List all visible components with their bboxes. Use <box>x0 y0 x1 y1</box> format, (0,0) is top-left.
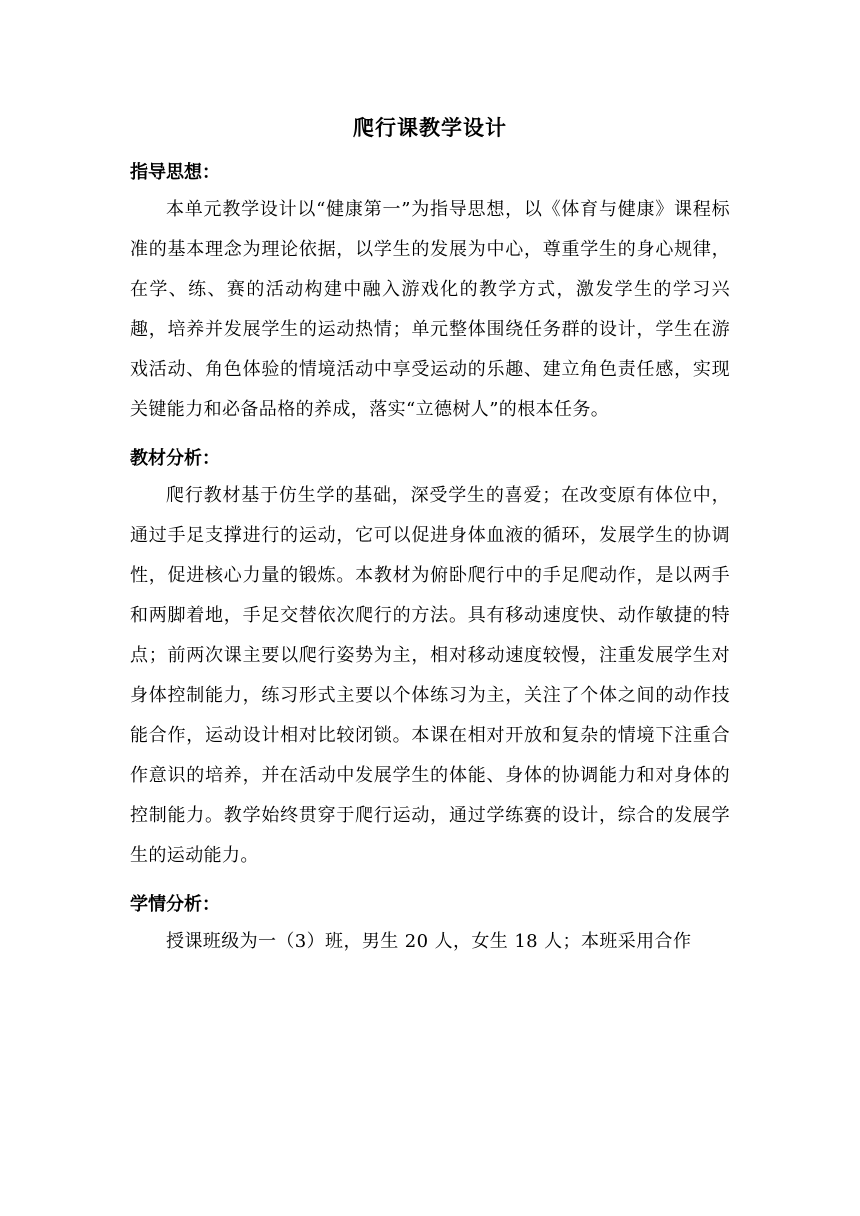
section-paragraph: 爬行教材基于仿生学的基础，深受学生的喜爱；在改变原有体位中，通过手足支撑进行的运动，它可以促进身体血液的循环，发展学生的协调性，促进核心力量的锻炼。本教材为俯卧爬行中的手足爬动作，是以两手和两脚着地，手足交替依次爬行的方法。具有移动速度快、动作敏捷的特点；前两次课主要以爬行姿势为主，相对移动速度较慢，注重发展学生对身体控制能力，练习形式主要以个体练习为主，关注了个体之间的动作技能合作，运动设计相对比较闭锁。本课在相对开放和复杂的情境下注重合作意识的培养，并在活动中发展学生的体能、身体的协调能力和对身体的控制能力。教学始终贯穿于爬行运动，通过学练赛的设计，综合的发展学生的运动能力。 <box>130 485 730 866</box>
section-heading: 指导思想： <box>130 162 220 183</box>
section-student-analysis <box>130 890 730 962</box>
document-page <box>130 112 730 962</box>
section-heading: 学情分析： <box>130 894 220 915</box>
section-heading: 教材分析： <box>130 448 220 469</box>
section-paragraph: 授课班级为一（3）班，男生 20 人，女生 18 人；本班采用合作 <box>166 931 692 952</box>
section-guiding-ideology <box>130 158 730 430</box>
section-paragraph: 本单元教学设计以“健康第一”为指导思想，以《体育与健康》课程标准的基本理念为理论依据，以学生的发展为中心，尊重学生的身心规律，在学、练、赛的活动构建中融入游戏化的教学方式，激发学生的学习兴趣，培养并发展学生的运动热情；单元整体围绕任务群的设计，学生在游戏活动、角色体验的情境活动中享受运动的乐趣、建立角色责任感，实现关键能力和必备品格的养成，落实“立德树人”的根本任务。 <box>130 199 730 420</box>
section-textbook-analysis <box>130 444 730 876</box>
document-title: 爬行课教学设计 <box>353 115 507 140</box>
